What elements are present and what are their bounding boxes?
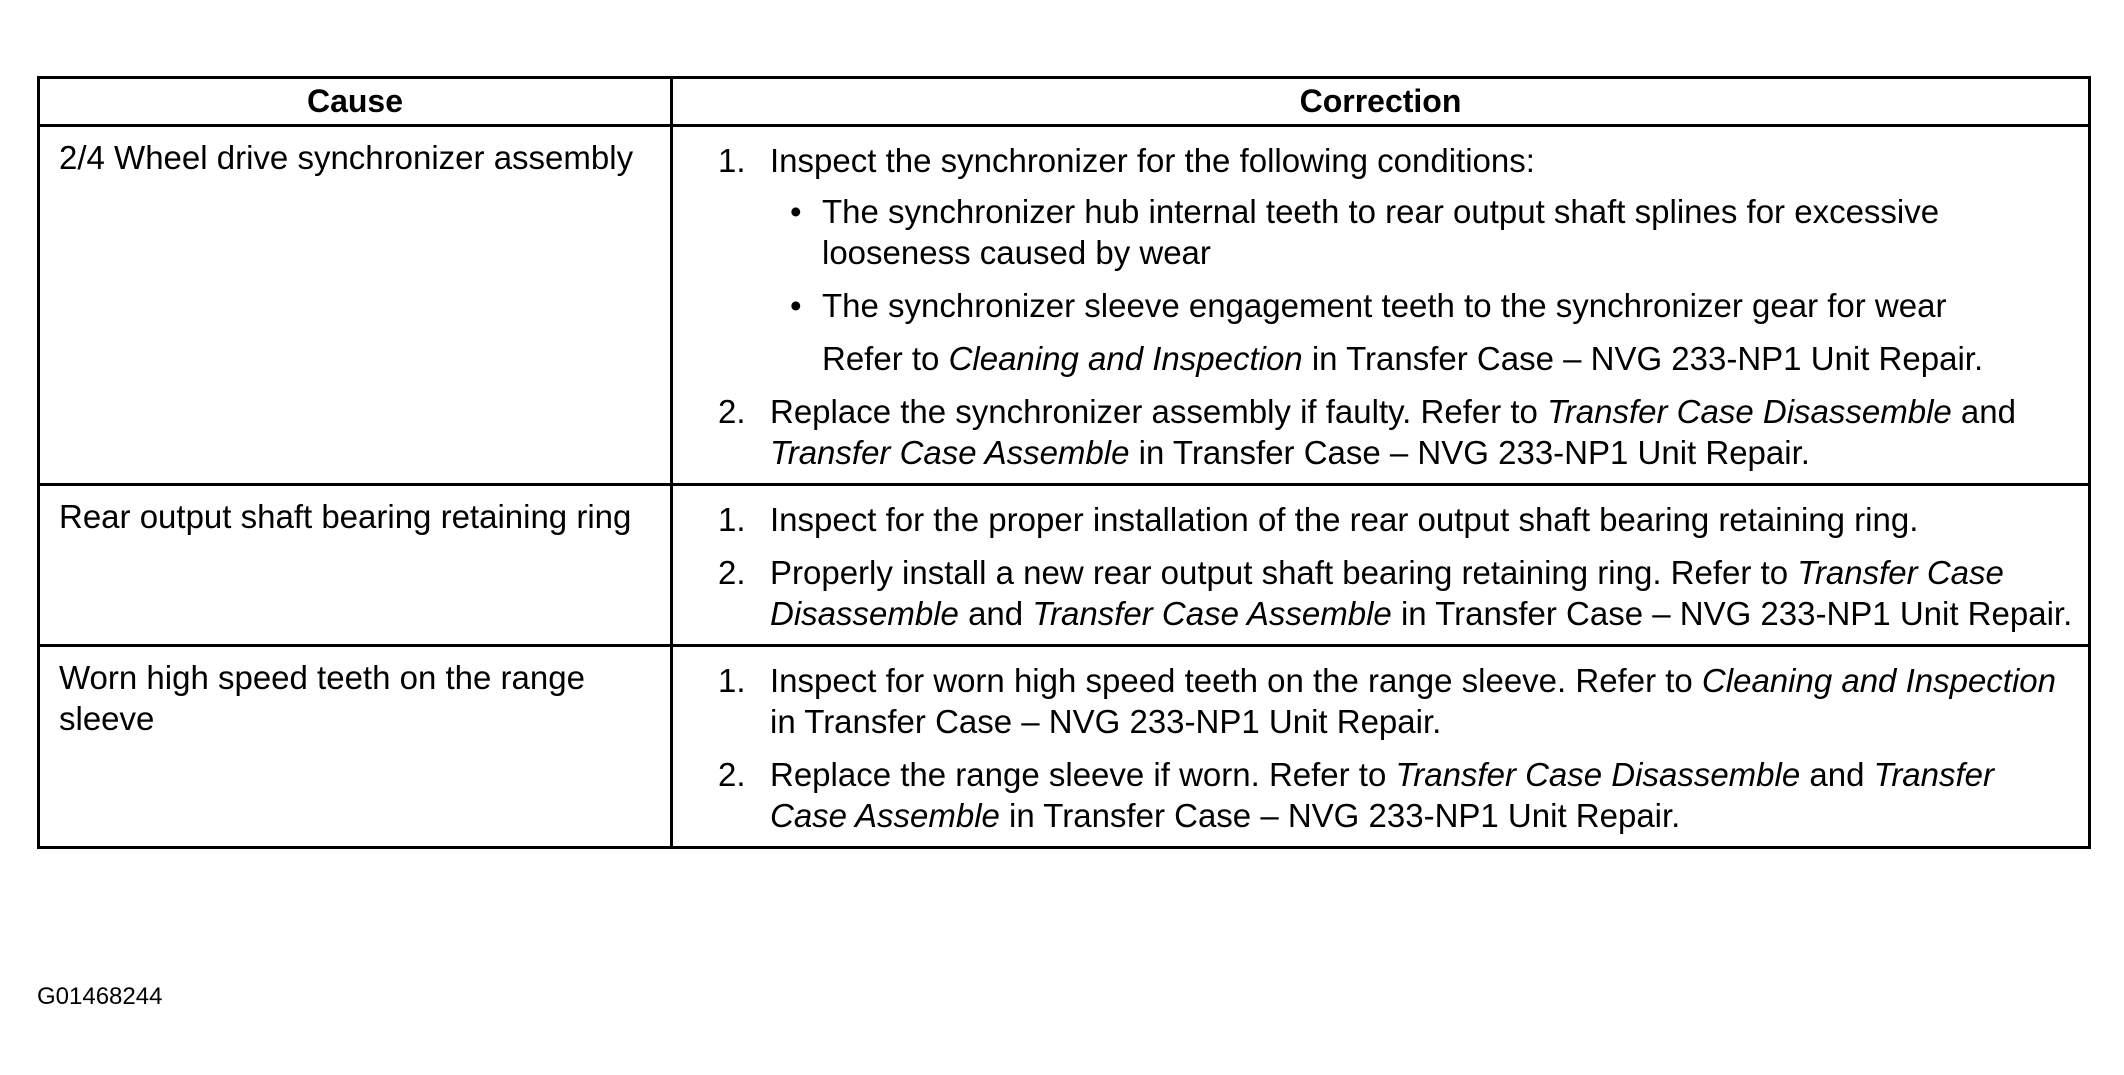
- step-lead: Replace the range sleeve if worn. Refer to: [770, 756, 1396, 793]
- step-text: Inspect for the proper installation of the rear output shaft bearing retaining ring.: [770, 501, 1919, 538]
- correction-step: [718, 391, 2074, 473]
- correction-steps: [718, 660, 2074, 836]
- table-row: [39, 485, 2090, 646]
- correction-step: [718, 754, 2074, 836]
- reference-link: Transfer Case Disassemble: [770, 554, 2004, 632]
- step-number: 1.: [718, 501, 746, 538]
- step-lead: Properly install a new rear output shaft bearing retaining ring. Refer to: [770, 554, 1798, 591]
- correction-step: [718, 499, 2074, 540]
- reference-link: Transfer Case Assemble: [770, 434, 1130, 471]
- step-tail: in Transfer Case – NVG 233-NP1 Unit Repair.: [1129, 434, 1810, 471]
- table-row: [39, 646, 2090, 848]
- reference-link: Transfer Case Assemble: [770, 756, 1995, 834]
- cause-cell: Worn high speed teeth on the range sleeve: [39, 646, 672, 848]
- step-tail: in Transfer Case – NVG 233-NP1 Unit Repair.: [770, 703, 1442, 740]
- cause-cell: Rear output shaft bearing retaining ring: [39, 485, 672, 646]
- correction-steps: [718, 140, 2074, 473]
- table-header-row: [39, 78, 2090, 126]
- reference-link: Cleaning and Inspection: [1701, 662, 2057, 699]
- reference-link: Cleaning and Inspection: [948, 340, 1303, 377]
- refer-tail: in Transfer Case – NVG 233-NP1 Unit Repair.: [1302, 340, 1984, 377]
- correction-step: [718, 660, 2074, 742]
- figure-id: G01468244: [37, 983, 163, 1010]
- step-lead: Inspect for worn high speed teeth on the range sleeve. Refer to: [770, 662, 1702, 699]
- step-text: Inspect the synchronizer for the following conditions:: [770, 142, 1535, 179]
- table-row: [39, 126, 2090, 485]
- correction-column-header: Correction: [672, 78, 2090, 126]
- bullet-icon: •: [790, 287, 802, 324]
- reference-link: Transfer Case Disassemble: [1395, 756, 1801, 793]
- step-mid: and: [1951, 393, 2016, 430]
- reference-link: Transfer Case Disassemble: [1547, 393, 1952, 430]
- step-number: 1.: [718, 142, 746, 179]
- correction-cell: [672, 126, 2090, 485]
- correction-step: [718, 552, 2074, 634]
- cause-column-header: Cause: [39, 78, 672, 126]
- condition-item: [770, 191, 2074, 273]
- step-tail: in Transfer Case – NVG 233-NP1 Unit Repair.: [1391, 595, 2073, 632]
- correction-step: [718, 140, 2074, 379]
- condition-list: [770, 191, 2074, 326]
- condition-item: [770, 285, 2074, 326]
- step-mid: and: [958, 595, 1033, 632]
- step-number: 2.: [718, 554, 746, 591]
- condition-text: The synchronizer sleeve engagement teeth to the synchronizer gear for wear: [822, 287, 1947, 324]
- step-number: 2.: [718, 393, 746, 430]
- step-number: 2.: [718, 756, 746, 793]
- cause-cell: 2/4 Wheel drive synchronizer assembly: [39, 126, 672, 485]
- correction-steps: [718, 499, 2074, 634]
- step-tail: in Transfer Case – NVG 233-NP1 Unit Repair.: [999, 797, 1681, 834]
- step-lead: Replace the synchronizer assembly if faulty. Refer to: [770, 393, 1548, 430]
- correction-cell: [672, 646, 2090, 848]
- bullet-icon: •: [790, 193, 802, 230]
- step-number: 1.: [718, 662, 746, 699]
- cause-correction-table: [37, 76, 2091, 849]
- reference-link: Transfer Case Assemble: [1032, 595, 1392, 632]
- condition-text: The synchronizer hub internal teeth to rear output shaft splines for excessive looseness caused by wear: [822, 193, 1940, 271]
- correction-cell: [672, 485, 2090, 646]
- step-mid: and: [1800, 756, 1874, 793]
- refer-lead: Refer to: [822, 340, 949, 377]
- refer-note: [770, 338, 2074, 379]
